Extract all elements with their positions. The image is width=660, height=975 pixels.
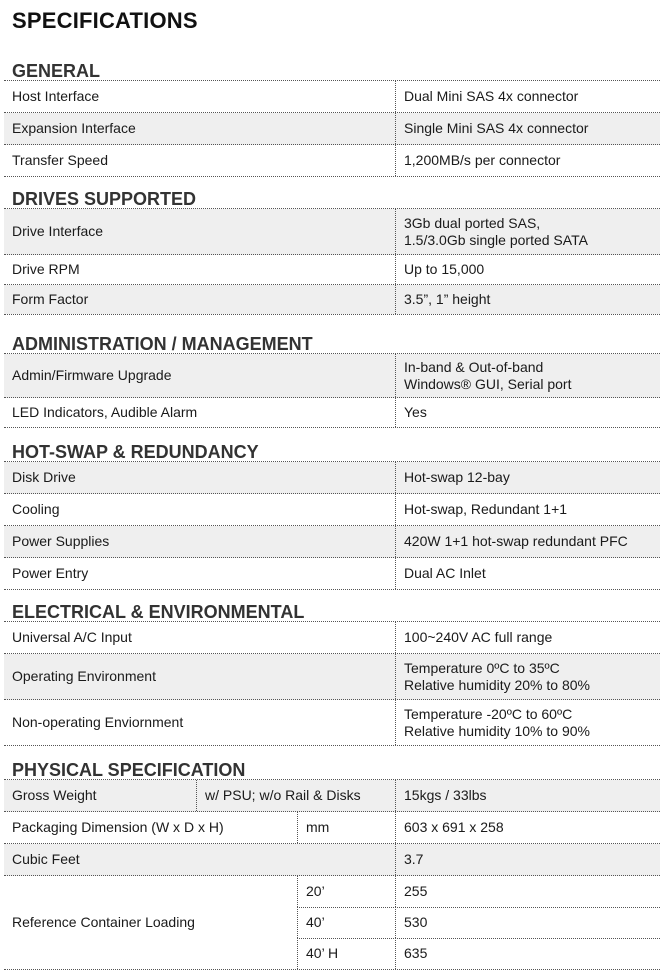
section-heading: HOT-SWAP & REDUNDANCY [4,437,660,462]
container-size: 40’ [297,907,395,938]
row-label: Power Supplies [12,533,110,549]
container-value: 635 [395,938,660,969]
table-row [4,622,660,654]
row-label: Gross Weight [12,787,97,803]
row-label: Transfer Speed [12,152,108,168]
table-row [4,354,660,398]
row-value [395,654,660,699]
row-value: Hot-swap 12-bay [395,462,660,493]
table-row [4,654,660,700]
row-value: Hot-swap, Redundant 1+1 [395,494,660,525]
table-row [4,526,660,558]
row-value: Yes [395,398,660,427]
value-line: Temperature 0ºC to 35ºC [404,659,560,676]
table-row [4,145,660,176]
row-unit: mm [297,812,395,843]
section-heading: ADMINISTRATION / MANAGEMENT [4,329,660,354]
row-value: 100~240V AC full range [395,622,660,653]
table-row [4,255,660,285]
section-heading: DRIVES SUPPORTED [4,184,660,209]
table-row [4,81,660,113]
container-size: 40’ H [297,938,395,969]
row-label: Operating Environment [12,668,156,684]
row-label: Packaging Dimension (W x D x H) [12,819,224,835]
row-value [395,354,660,397]
table-row [4,812,660,844]
row-label: Admin/Firmware Upgrade [12,367,172,383]
value-line: 1.5/3.0Gb single ported SATA [404,231,588,248]
row-label: Non-operating Enviornment [12,714,184,730]
table-row [4,844,660,876]
container-row [297,876,660,908]
section-physical [4,755,660,970]
row-value: Single Mini SAS 4x connector [395,113,660,144]
container-row [297,907,660,939]
row-label: Host Interface [12,88,100,104]
row-note: w/ PSU; w/o Rail & Disks [196,780,395,811]
table-row [4,209,660,255]
row-value [395,700,660,745]
table-row [4,700,660,745]
row-label: Form Factor [12,291,89,307]
container-size: 20’ [297,876,395,907]
table-row [4,494,660,526]
section-heading: GENERAL [4,56,660,81]
row-label: Cubic Feet [12,851,80,867]
table-row [4,285,660,314]
container-loading-group [4,876,660,969]
row-value: Dual AC Inlet [395,558,660,589]
row-label: Disk Drive [12,469,76,485]
row-value: 15kgs / 33lbs [395,780,660,811]
row-label: Universal A/C Input [12,629,132,645]
row-label: Drive Interface [12,223,104,239]
row-value: 603 x 691 x 258 [395,812,660,843]
table-row [4,558,660,589]
value-line: Relative humidity 20% to 80% [404,676,590,693]
table-row [4,113,660,145]
section-heading: ELECTRICAL & ENVIRONMENTAL [4,597,660,622]
container-value: 530 [395,907,660,938]
value-line: In-band & Out-of-band [404,358,544,375]
value-line: Relative humidity 10% to 90% [404,722,590,739]
section-electrical [4,597,660,746]
row-label: Cooling [12,501,60,517]
section-drives-supported [4,184,660,315]
row-value: 1,200MB/s per connector [395,145,660,176]
container-row [297,938,660,969]
row-value: 3.5”, 1” height [395,285,660,314]
section-administration [4,329,660,428]
section-hot-swap [4,437,660,590]
row-label: Reference Container Loading [12,914,195,930]
table-row [4,780,660,812]
section-heading: PHYSICAL SPECIFICATION [4,755,660,780]
row-value: Dual Mini SAS 4x connector [395,81,660,112]
row-value: 420W 1+1 hot-swap redundant PFC [395,526,660,557]
row-value [395,209,660,254]
value-line: 3Gb dual ported SAS, [404,214,541,231]
table-row [4,462,660,494]
row-label: LED Indicators, Audible Alarm [12,404,198,420]
value-line: Temperature -20ºC to 60ºC [404,705,573,722]
row-value: Up to 15,000 [395,255,660,284]
row-label: Expansion Interface [12,120,136,136]
row-label: Power Entry [12,565,89,581]
page-title: SPECIFICATIONS [12,8,198,33]
value-line: Windows® GUI, Serial port [404,375,572,392]
row-label: Drive RPM [12,261,80,277]
row-value: 3.7 [395,844,660,875]
container-value: 255 [395,876,660,907]
table-row [4,398,660,427]
section-general [4,56,660,177]
